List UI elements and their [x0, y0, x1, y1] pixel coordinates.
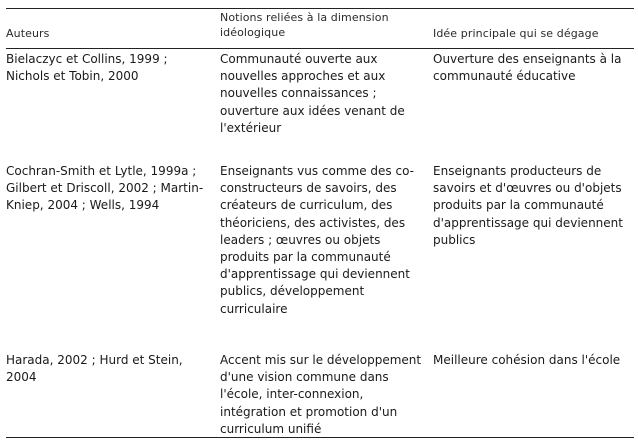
row-notions: Communauté ouverte aux nouvelles approches et aux nouvelles connaissances ; ouverture aux idées venant de l'extérieur	[220, 52, 405, 135]
row-main-idea: Enseignants producteurs de savoirs et d'œuvres ou d'objets produits par la communauté d'apprentissage qui deviennent publics	[433, 164, 623, 247]
row-authors: Bielaczyc et Collins, 1999 ; Nichols et Tobin, 2000	[6, 52, 168, 84]
table-top-rule	[6, 8, 634, 9]
table-header-row	[6, 10, 634, 48]
row-notions: Accent mis sur le développement d'une vision commune dans l'école, inter-connexion, intégration et promotion d'un curriculum unifié	[220, 353, 422, 436]
header-main-idea: Idée principale qui se dégage	[433, 27, 599, 40]
header-authors: Auteurs	[6, 27, 50, 40]
row-main-idea: Meilleure cohésion dans l'école	[433, 353, 621, 367]
table-bottom-rule	[6, 437, 634, 438]
row-main-idea: Ouverture des enseignants à la communauté éducative	[433, 52, 622, 84]
row-notions: Enseignants vus comme des co-constructeurs de savoirs, des créateurs de curriculum, des théoriciens, des activistes, des leaders ; œuvres ou objets produits par la communauté d'apprentissage qui deviennent publics, développement curriculaire	[220, 164, 414, 316]
header-notions: Notions reliées à la dimension idéologique	[220, 11, 389, 39]
row-authors: Cochran-Smith et Lytle, 1999a ; Gilbert et Driscoll, 2002 ; Martin-Kniep, 2004 ; Wells, 1994	[6, 164, 204, 213]
row-authors: Harada, 2002 ; Hurd et Stein, 2004	[6, 353, 183, 385]
table-header-rule	[6, 48, 634, 49]
